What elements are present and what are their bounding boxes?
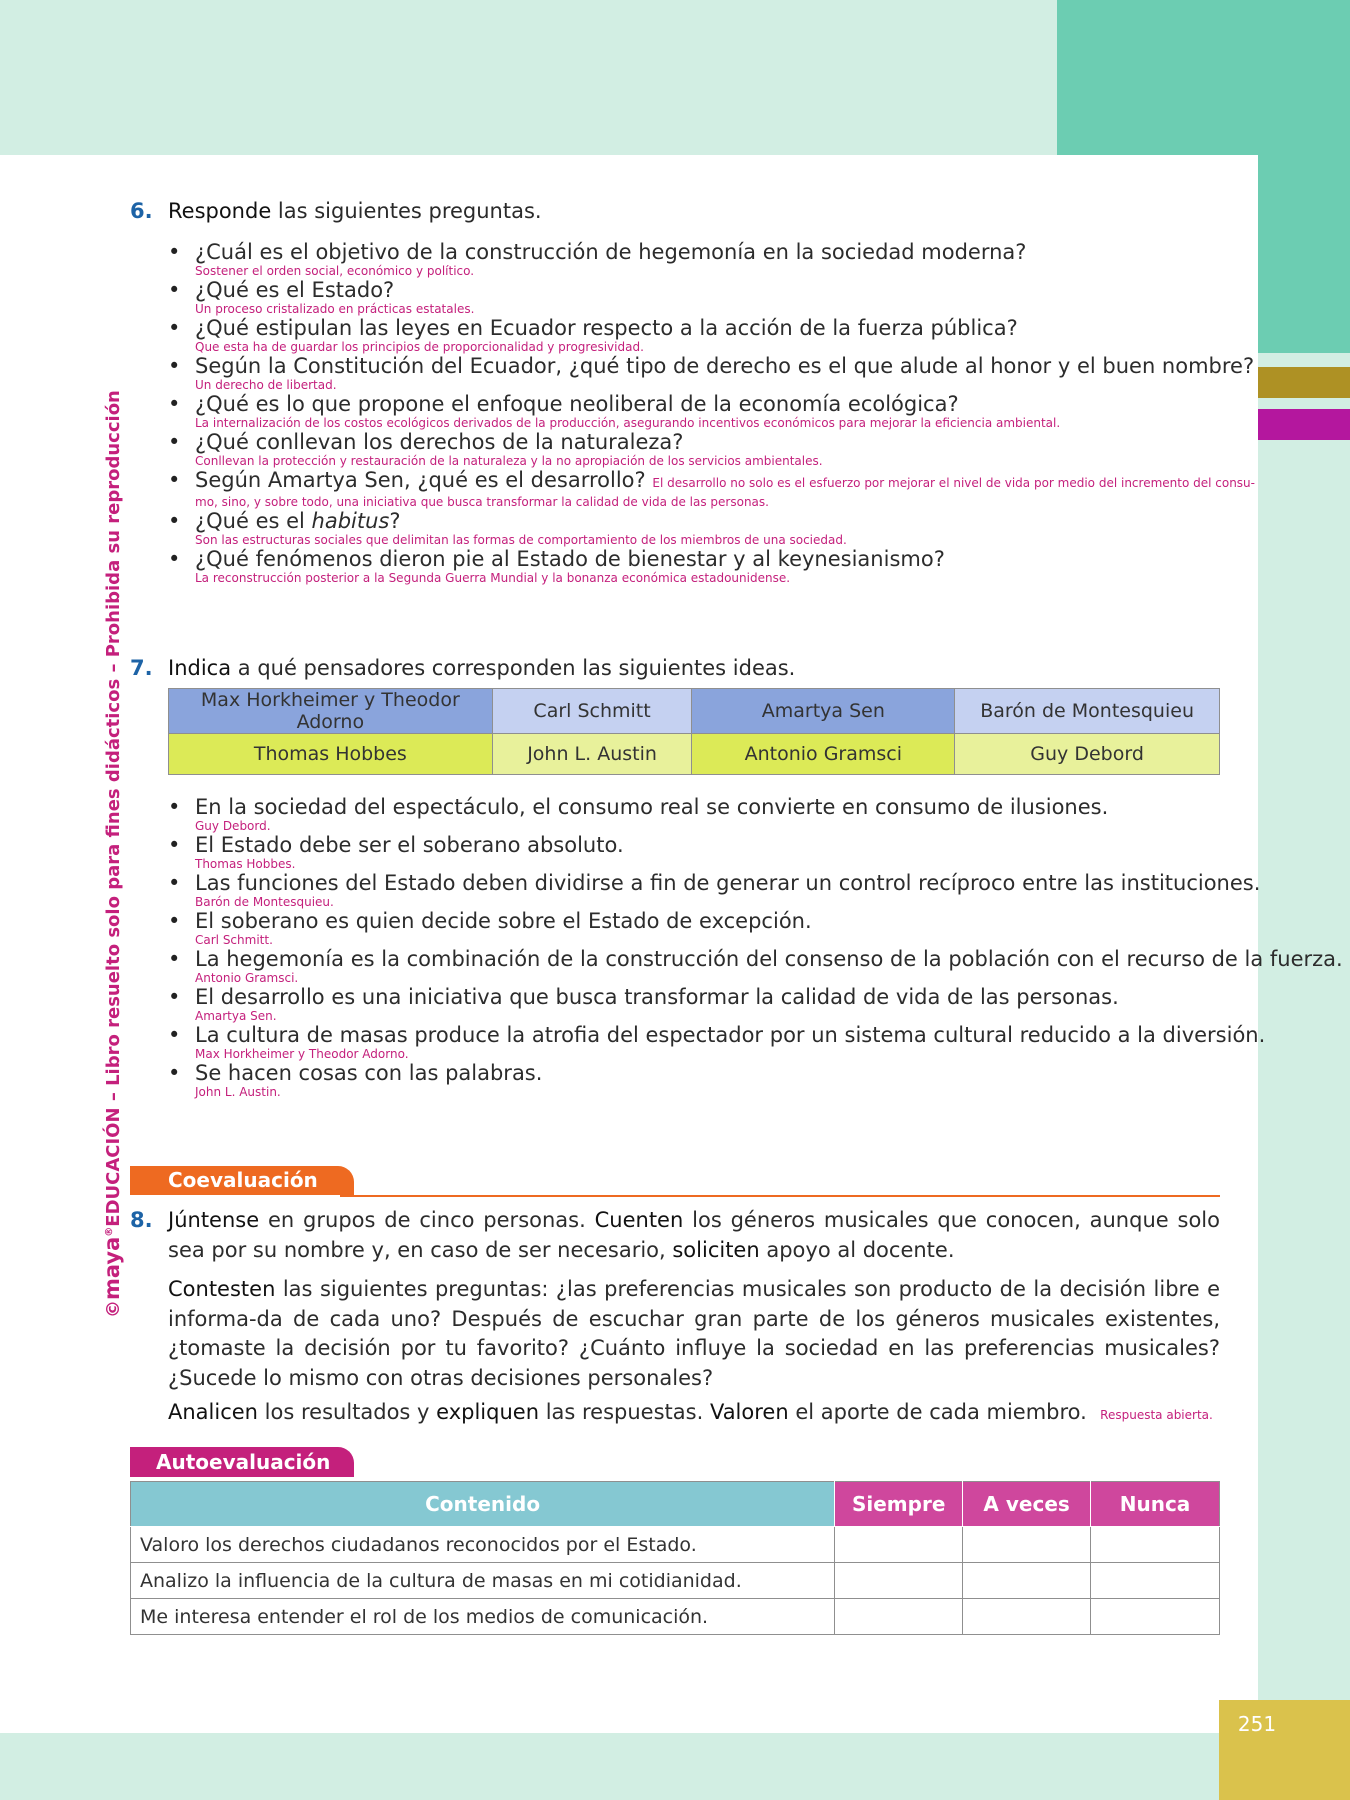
thinkers-table	[168, 688, 1220, 775]
question-text-part: ?	[389, 509, 401, 533]
list-item	[168, 354, 1255, 392]
content-cell: Valoro los derechos ciudadanos reconocidos por el Estado.	[131, 1527, 835, 1563]
text: apoyo al docente.	[759, 1237, 955, 1262]
list-item	[168, 509, 1255, 547]
table-row	[169, 734, 1220, 775]
table-row	[131, 1599, 1220, 1635]
idea-text: • La cultura de masas produce la atrofia del espectador por un sistema cultural reducido a la diversión.	[195, 1023, 1266, 1047]
question-text: • ¿Qué es lo que propone el enfoque neoliberal de la economía ecológica?	[195, 392, 959, 416]
header-siempre: Siempre	[835, 1482, 963, 1527]
question-text: • ¿Cuál es el objetivo de la construcción de hegemonía en la sociedad moderna?	[195, 240, 1027, 264]
verb: Contesten	[168, 1277, 276, 1301]
answer-text: La reconstrucción posterior a la Segunda Guerra Mundial y la bonanza económica estadounidense.	[195, 571, 791, 585]
q7-list	[168, 795, 1343, 1099]
list-item	[168, 871, 1343, 909]
idea-text: • Las funciones del Estado deben dividirse a fin de generar un control recíproco entre las instituciones.	[195, 871, 1261, 895]
answer-text: Un proceso cristalizado en prácticas estatales.	[195, 302, 475, 316]
list-item	[168, 547, 1255, 585]
idea-text: • Se hacen cosas con las palabras.	[195, 1061, 543, 1085]
q7-instruction-text: a qué pensadores corresponden las siguientes ideas.	[231, 656, 796, 680]
q7-number: 7.	[130, 656, 153, 680]
question-text	[195, 509, 1255, 534]
header-nunca: Nunca	[1091, 1482, 1220, 1527]
text: el aporte de cada miembro.	[788, 1400, 1087, 1424]
q8-paragraph-3	[168, 1398, 1220, 1431]
text: las siguientes preguntas: ¿las preferencias musicales son producto de la decisión libre e informa-da de cada uno? Después de escuchar gran parte de los géneros musicales existentes, ¿tomaste la decisión por tu favorito? ¿Cuánto influye la sociedad en las preferencias musicales? ¿Sucede lo mismo con otras decisiones personales?	[168, 1277, 1220, 1390]
list-item	[168, 947, 1343, 985]
copyright-sidebar	[100, 390, 124, 1318]
verb: Cuenten	[594, 1208, 684, 1232]
gold-stripe	[1258, 367, 1350, 398]
idea-text: • La hegemonía es la combinación de la construcción del consenso de la población con el recurso de la fuerza.	[195, 947, 1343, 971]
nunca-cell[interactable]	[1091, 1527, 1220, 1563]
q7-instruction	[168, 656, 795, 680]
table-row	[169, 689, 1220, 734]
list-item	[168, 430, 1255, 468]
brand-logo-text: maya	[100, 1236, 124, 1300]
verb: Júntense	[168, 1208, 260, 1232]
thinker-cell: Guy Debord	[955, 734, 1220, 775]
question-text: • ¿Qué es el Estado?	[195, 278, 395, 302]
magenta-stripe	[1258, 409, 1350, 440]
coevaluacion-title: Coevaluación	[168, 1168, 318, 1192]
question-text: • Según la Constitución del Ecuador, ¿qué tipo de derecho es el que alude al honor y el buen nombre?	[195, 354, 1255, 378]
answer-text: Son las estructuras sociales que delimitan las formas de comportamiento de los miembros de una sociedad.	[195, 533, 847, 547]
verb: soliciten	[672, 1237, 760, 1262]
autoevaluacion-title: Autoevaluación	[156, 1450, 331, 1474]
question-text-part: ¿Qué es el	[195, 509, 312, 533]
question-text	[195, 468, 1255, 496]
content-cell: Me interesa entender el rol de los medios de comunicación.	[131, 1599, 835, 1635]
answer-text: Thomas Hobbes.	[195, 857, 296, 871]
registered-symbol: ®	[104, 1226, 115, 1237]
thinker-cell: Carl Schmitt	[492, 689, 692, 734]
q6-list	[168, 240, 1255, 585]
autoevaluacion-table	[130, 1481, 1220, 1635]
table-header-row	[131, 1482, 1220, 1527]
q6-number: 6.	[130, 199, 153, 223]
answer-text: John L. Austin.	[195, 1085, 281, 1099]
answer-text: Guy Debord.	[195, 819, 271, 833]
thinker-cell: Antonio Gramsci	[692, 734, 955, 775]
answer-text: mo, sino, y sobre todo, una iniciativa que busca transformar la calidad de vida de las personas.	[195, 495, 769, 509]
list-item	[168, 795, 1343, 833]
question-text: • ¿Qué estipulan las leyes en Ecuador respecto a la acción de la fuerza pública?	[195, 316, 1018, 340]
siempre-cell[interactable]	[835, 1599, 963, 1635]
answer-text: Respuesta abierta.	[1100, 1408, 1213, 1422]
answer-text: Carl Schmitt.	[195, 933, 273, 947]
thinker-cell: Barón de Montesquieu	[955, 689, 1220, 734]
answer-text: Un derecho de libertad.	[195, 378, 337, 392]
list-item	[168, 1023, 1343, 1061]
verb: Valoren	[709, 1400, 789, 1424]
q6-verb: Responde	[168, 199, 272, 223]
text: en grupos de cinco personas.	[259, 1208, 595, 1232]
text: las respuestas.	[539, 1400, 710, 1424]
nunca-cell[interactable]	[1091, 1563, 1220, 1599]
q6-instruction	[168, 199, 542, 223]
a-veces-cell[interactable]	[963, 1599, 1091, 1635]
answer-text: Antonio Gramsci.	[195, 971, 299, 985]
answer-text: La internalización de los costos ecológicos derivados de la producción, asegurando incentivos económicos para mejorar la eficiencia ambiental.	[195, 416, 1061, 430]
idea-text: • El soberano es quien decide sobre el Estado de excepción.	[195, 909, 812, 933]
autoevaluacion-header	[130, 1447, 354, 1477]
q6-instruction-text: las siguientes preguntas.	[271, 199, 542, 223]
page-number: 251	[1237, 1712, 1277, 1736]
a-veces-cell[interactable]	[963, 1527, 1091, 1563]
coevaluacion-header	[130, 1166, 354, 1195]
q8-number: 8.	[130, 1208, 153, 1232]
answer-text: Conllevan la protección y restauración de la naturaleza y la no apropiación de los servicios ambientales.	[195, 454, 823, 468]
answer-text: Barón de Montesquieu.	[195, 895, 334, 909]
a-veces-cell[interactable]	[963, 1563, 1091, 1599]
answer-text: Que esta ha de guardar los principios de proporcionalidad y progresividad.	[195, 340, 644, 354]
table-row	[131, 1563, 1220, 1599]
list-item	[168, 468, 1255, 509]
q8-paragraph-2	[168, 1275, 1220, 1393]
question-text-part: Según Amartya Sen, ¿qué es el desarrollo?	[195, 468, 646, 492]
siempre-cell[interactable]	[835, 1563, 963, 1599]
thinker-cell: Max Horkheimer y Theodor Adorno	[169, 689, 493, 734]
text: los resultados y	[258, 1400, 437, 1424]
answer-text: Sostener el orden social, económico y político.	[195, 264, 475, 278]
list-item	[168, 1061, 1343, 1099]
header-contenido: Contenido	[131, 1482, 835, 1527]
q7-verb: Indica	[168, 656, 232, 680]
nunca-cell[interactable]	[1091, 1599, 1220, 1635]
thinker-cell: Amartya Sen	[692, 689, 955, 734]
siempre-cell[interactable]	[835, 1527, 963, 1563]
thinker-cell: John L. Austin	[492, 734, 692, 775]
answer-text-inline: El desarrollo no solo es el esfuerzo por mejorar el nivel de vida por medio del incremento del consu-	[652, 476, 1255, 490]
copyright-symbol: ©	[103, 1300, 124, 1318]
q8-paragraph-1	[168, 1206, 1220, 1265]
list-item	[168, 278, 1255, 316]
question-emphasis: habitus	[311, 509, 390, 533]
list-item	[168, 316, 1255, 354]
question-text: • ¿Qué fenómenos dieron pie al Estado de bienestar y al keynesianismo?	[195, 547, 945, 571]
verb: Analicen	[168, 1400, 258, 1424]
verb: expliquen	[436, 1400, 540, 1424]
list-item	[168, 240, 1255, 278]
list-item	[168, 909, 1343, 947]
header-a-veces: A veces	[963, 1482, 1091, 1527]
idea-text: • El Estado debe ser el soberano absoluto.	[195, 833, 624, 857]
idea-text: • El desarrollo es una iniciativa que busca transformar la calidad de vida de las personas.	[195, 985, 1119, 1009]
table-row	[131, 1527, 1220, 1563]
question-text: • ¿Qué conllevan los derechos de la naturaleza?	[195, 430, 684, 454]
list-item	[168, 985, 1343, 1023]
text: los géneros musicales que conocen, aunque solo sea por su nombre y, en caso de ser necesario,	[168, 1208, 1220, 1262]
content-cell: Analizo la influencia de la cultura de masas en mi cotidianidad.	[131, 1563, 835, 1599]
copyright-text: EDUCACIÓN – Libro resuelto solo para fines didácticos – Prohibida su reproducción	[103, 390, 124, 1227]
answer-text: Amartya Sen.	[195, 1009, 277, 1023]
coevaluacion-rule	[340, 1195, 1220, 1197]
idea-text: • En la sociedad del espectáculo, el consumo real se convierte en consumo de ilusiones.	[195, 795, 1109, 819]
answer-text: Max Horkheimer y Theodor Adorno.	[195, 1047, 409, 1061]
list-item	[168, 833, 1343, 871]
list-item	[168, 392, 1255, 430]
thinker-cell: Thomas Hobbes	[169, 734, 493, 775]
